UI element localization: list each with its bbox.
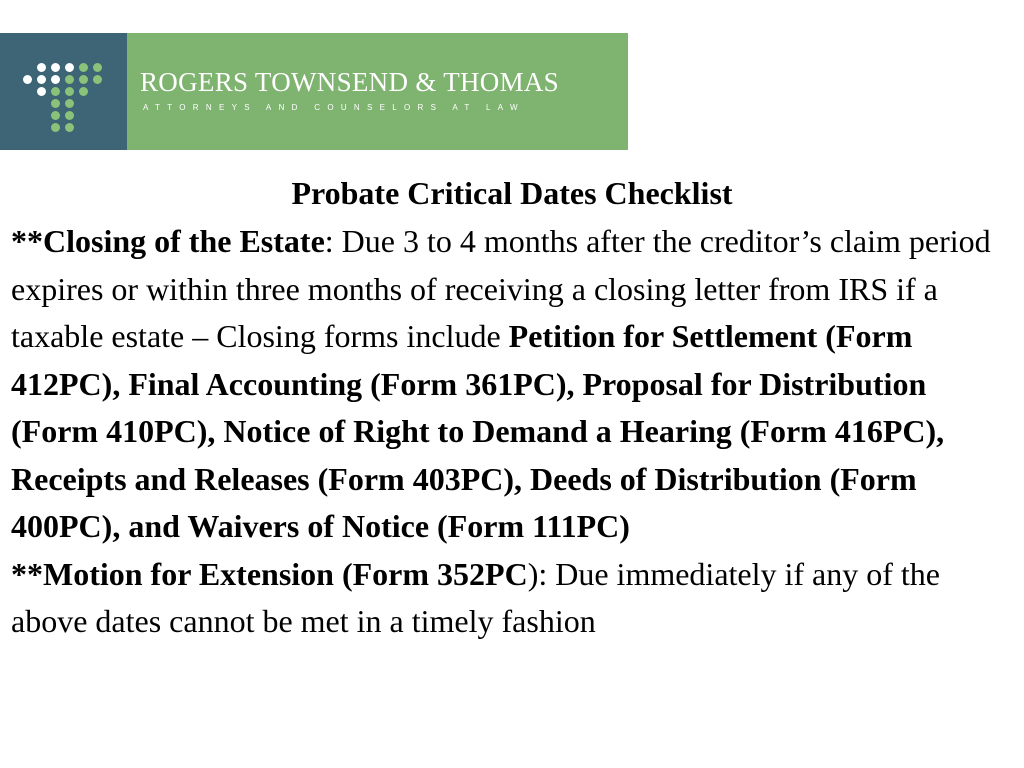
logo-band [127,33,628,150]
checklist-content [11,218,1017,646]
item-forms: Petition for Settlement (Form 412PC), Final Accounting (Form 361PC), Proposal for Distribution (Form 410PC), Notice of Right to Demand a Hearing (Form 416PC), Receipts and Releases (Form 403PC), Deeds of Distribution (Form 400PC), and Waivers of Notice (Form 111PC) [11,318,945,544]
item-heading: Motion for Extension (Form 352PC [43,555,528,592]
closing-estate-item [11,218,1017,551]
logo-dot-mark-icon [0,33,127,150]
motion-extension-item [11,551,1017,646]
page-title: Probate Critical Dates Checklist [291,175,733,211]
item-prefix: ** [11,555,43,592]
item-heading: Closing of the Estate [43,223,325,259]
firm-name: ROGERS TOWNSEND & THOMAS [140,67,560,97]
item-description: : Due 3 to 4 months after the creditor’s claim period expires or within three months of receiving a closing letter from IRS if a taxable estate – Closing forms include [11,223,991,354]
item-prefix: ** [11,223,43,259]
firm-tagline: ATTORNEYS AND COUNSELORS AT LAW [143,103,525,112]
item-description: ): Due immediately if any of the above dates cannot be met in a timely fashion [11,555,940,639]
firm-logo [0,33,628,150]
